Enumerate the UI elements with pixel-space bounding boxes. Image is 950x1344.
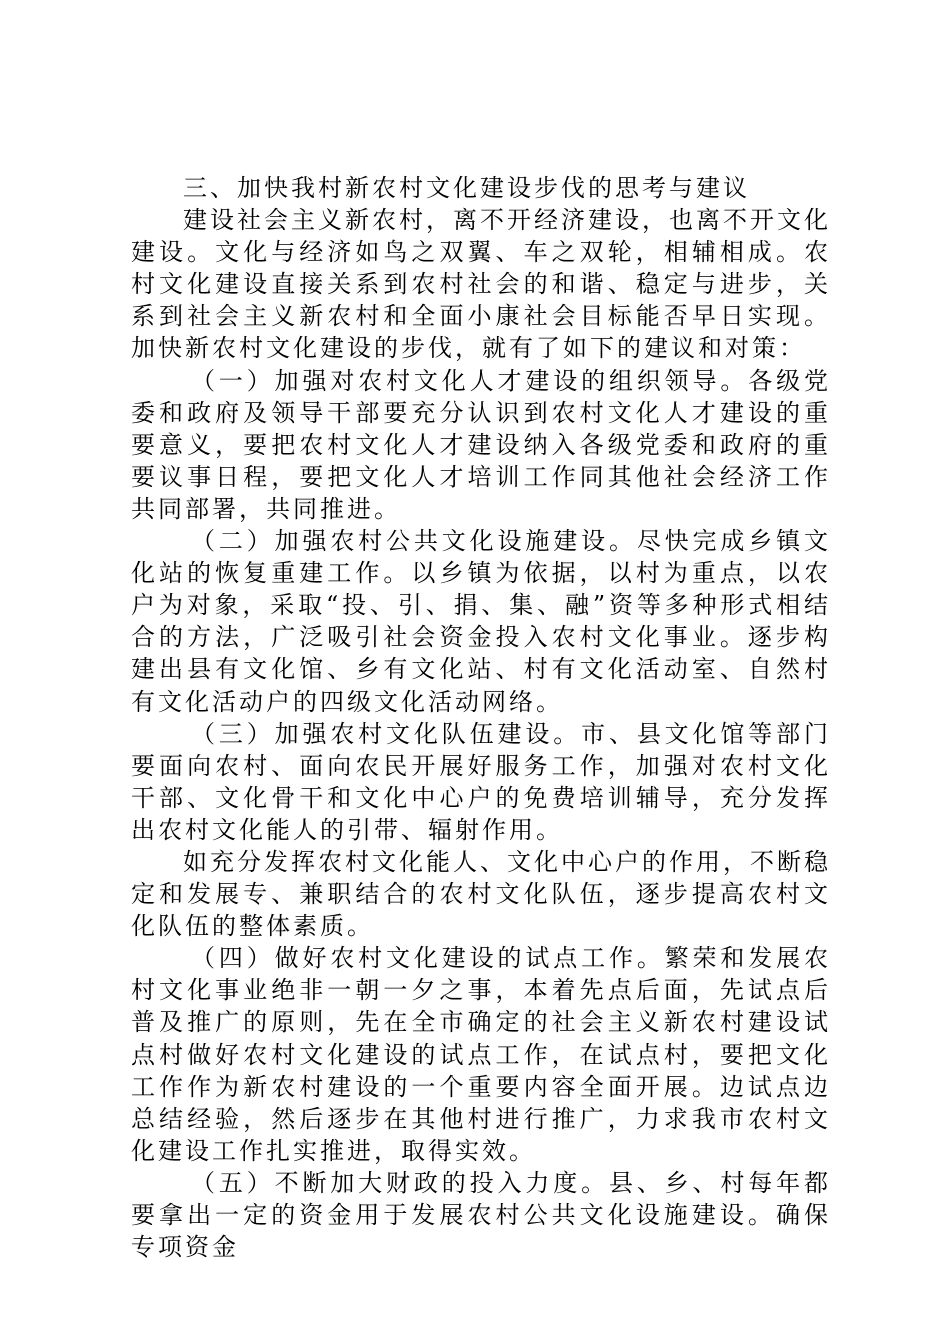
paragraph-item-1: （一）加强对农村文化人才建设的组织领导。各级党委和政府及领导干部要充分认识到农村文化人才建设的重要意义，要把农村文化人才建设纳入各级党委和政府的重要议事日程，要把文化人才培训工作同其他社会经济工作共同部署，共同推进。 [131,366,831,523]
paragraph-item-2: （二）加强农村公共文化设施建设。尽快完成乡镇文化站的恢复重建工作。以乡镇为依据，以村为重点，以农户为对象，采取“投、引、捐、集、融”资等多种形式相结合的方法，广泛吸引社会资金投入农村文化事业。逐步构建出县有文化馆、乡有文化站、村有文化活动室、自然村有文化活动户的四级文化活动网络。 [131,527,831,716]
paragraph-item-4: （四）做好农村文化建设的试点工作。繁荣和发展农村文化事业绝非一朝一夕之事，本着先点后面，先试点后普及推广的原则，先在全市确定的社会主义新农村建设试点村做好农村文化建设的试点工作，在试点村，要把文化工作作为新农村建设的一个重要内容全面开展。边试点边总结经验，然后逐步在其他村进行推广，力求我市农村文化建设工作扎实推进，取得实效。 [131,944,831,1165]
paragraph-intro: 建设社会主义新农村，离不开经济建设，也离不开文化建设。文化与经济如鸟之双翼、车之双轮，相辅相成。农村文化建设直接关系到农村社会的和谐、稳定与进步，关系到社会主义新农村和全面小康社会目标能否早日实现。加快新农村文化建设的步伐，就有了如下的建议和对策： [131,206,831,363]
paragraph-item-3-continued: 如充分发挥农村文化能人、文化中心户的作用，不断稳定和发展专、兼职结合的农村文化队伍，逐步提高农村文化队伍的整体素质。 [131,847,831,941]
section-heading: 三、加快我村新农村文化建设步伐的思考与建议 [183,174,750,202]
document-body [131,172,831,1263]
paragraph-item-5: （五）不断加大财政的投入力度。县、乡、村每年都要拿出一定的资金用于发展农村公共文化设施建设。确保专项资金 [131,1168,831,1262]
paragraph-item-3: （三）加强农村文化队伍建设。市、县文化馆等部门要面向农村、面向农民开展好服务工作，加强对农村文化干部、文化骨干和文化中心户的免费培训辅导，充分发挥出农村文化能人的引带、辐射作用。 [131,719,831,844]
